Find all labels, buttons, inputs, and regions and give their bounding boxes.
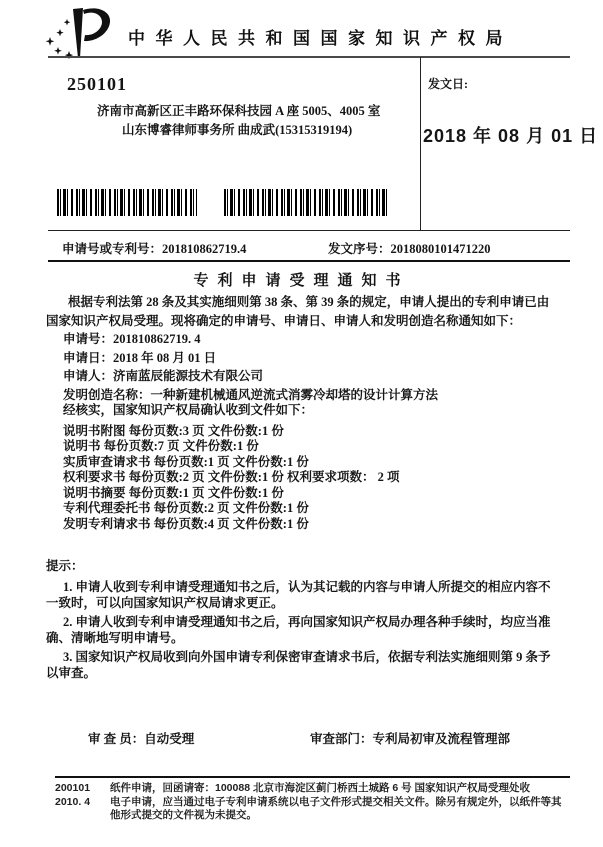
field-invention-title: 发明创造名称：一种新建机械通风逆流式消雾冷却塔的设计计算方法	[63, 387, 439, 402]
tips-section	[46, 558, 560, 684]
document-item: 说明书摘要 每份页数:1 页 文件份数:1 份	[63, 485, 284, 500]
application-number-value: 201810862719.4	[162, 242, 247, 256]
examiner	[88, 729, 194, 747]
serial-number-label: 发文序号：	[328, 242, 391, 256]
notice-body	[46, 293, 560, 404]
examiner-value: 自动受理	[144, 732, 195, 746]
document-item: 发明专利请求书 每份页数:4 页 文件份数:1 份	[63, 516, 309, 531]
postal-code: 250101	[67, 74, 127, 94]
agency-title: 中华人民共和国国家知识产权局	[128, 29, 513, 48]
examiner-label: 审 查 员：	[88, 732, 145, 746]
table-vertical-divider	[420, 57, 421, 231]
field-applicant: 申请人：济南蓝辰能源技术有限公司	[63, 369, 264, 383]
footer-code-2: 2010. 4	[55, 795, 91, 808]
document-item: 说明书 每份页数:7 页 文件份数:1 份	[63, 439, 259, 453]
field-application-date: 申请日：2018 年 08 月 01 日	[63, 350, 217, 365]
header-divider	[48, 56, 570, 58]
footer-paper-filing-line: 纸件申请，回函请寄：100088 北京市海淀区蓟门桥西土城路 6 号 国家知识产权局受理处收	[110, 782, 531, 794]
department-label: 审查部门：	[310, 732, 373, 746]
document-item: 实质审查请求书 每份页数:1 页 文件份数:1 份	[63, 454, 309, 469]
recipient-address-line1: 济南市高新区正丰路环保科技园 A 座 5005、4005 室	[97, 104, 381, 118]
department	[310, 729, 510, 747]
issue-date-label: 发文日:	[428, 77, 468, 91]
footer-codes	[55, 782, 107, 809]
notice-title: 专利申请受理通知书	[193, 273, 410, 289]
meta-bottom-rule	[48, 260, 570, 262]
footer-code-1: 200101	[55, 782, 91, 794]
tip-item: 2. 申请人收到专利申请受理通知书之后，再向国家知识产权局办理各种手续时，均应当准确、清晰地写明申请号。	[46, 615, 551, 645]
document-item: 权利要求书 每份页数:2 页 文件份数:1 份 权利要求项数： 2 项	[63, 470, 400, 484]
tip-item: 3. 国家知识产权局收到向外国申请专利保密审查请求书后，依据专利法实施细则第 9 条予以审查。	[46, 650, 551, 680]
barcode-left	[57, 189, 197, 216]
issue-date-stamp: 2018 年 08 月 01 日	[423, 126, 599, 146]
footer-rule	[55, 776, 570, 778]
document-item: 专利代理委托书 每份页数:2 页 文件份数:1 份	[63, 501, 309, 515]
meta-top-rule	[48, 230, 570, 231]
footer-text	[110, 782, 570, 823]
footer-electronic-filing-line: 电子申请，应当通过电子专利申请系统以电子文件形式提交相关文件。除另有规定外，以纸件等其他形式提交的文件视为未提交。	[110, 795, 562, 821]
application-number-label: 申请号或专利号：	[62, 242, 163, 256]
received-documents-section	[46, 401, 560, 532]
cnipa-logo-icon	[38, 6, 118, 62]
application-number	[62, 239, 246, 257]
barcode-right	[224, 189, 390, 216]
document-item: 说明书附图 每份页数:3 页 文件份数:1 份	[63, 423, 284, 438]
serial-number-value: 2018080101471220	[390, 242, 491, 256]
tips-label: 提示：	[46, 559, 84, 573]
field-application-number: 申请号：201810862719. 4	[63, 332, 201, 346]
received-intro: 经核实，国家知识产权局确认收到文件如下：	[63, 403, 314, 417]
department-value: 专利局初审及流程管理部	[372, 732, 511, 746]
recipient-address-line2: 山东博睿律师事务所 曲成武(15315319194)	[122, 123, 353, 137]
tip-item: 1. 申请人收到专利申请受理通知书之后，认为其记载的内容与申请人所提交的相应内容不一致时，可以向国家知识产权局请求更正。	[46, 580, 551, 610]
serial-number	[328, 239, 491, 257]
notice-intro-paragraph: 根据专利法第 28 条及其实施细则第 38 条、第 39 条的规定，申请人提出的专利申请已由国家知识产权局受理。现将确定的申请号、申请日、申请人和发明创造名称通知如下：	[46, 295, 550, 328]
